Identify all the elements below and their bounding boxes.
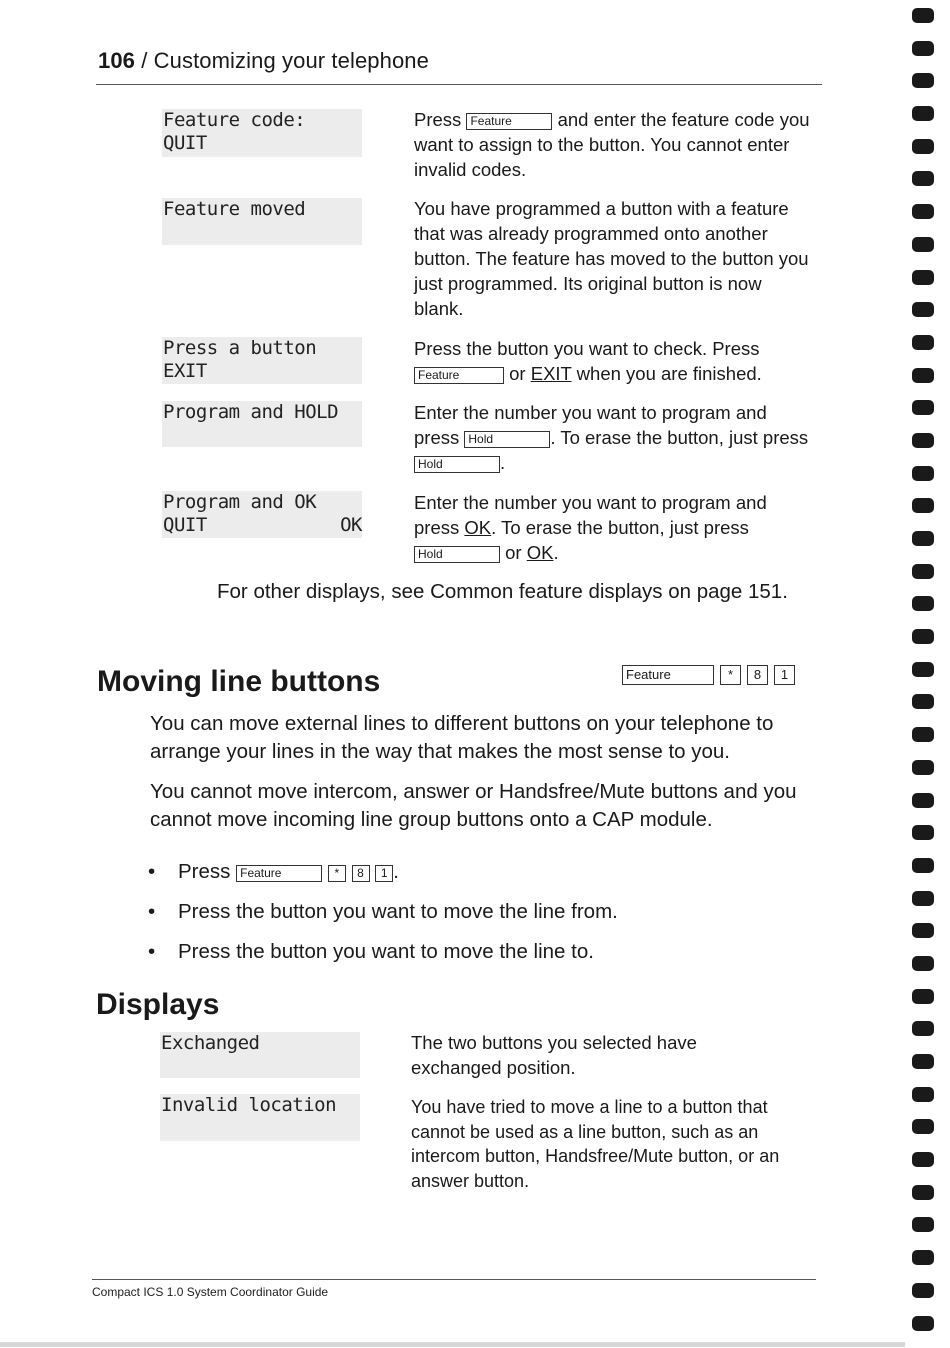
binding-hole [912, 139, 934, 154]
binding-hole [912, 629, 934, 644]
hold-key: Hold [464, 431, 550, 448]
display-invalid-location [160, 1094, 360, 1141]
display-line: Feature moved [163, 198, 306, 220]
feature-code-keys [622, 665, 795, 685]
desc-text: . [500, 452, 506, 473]
hold-key: Hold [414, 546, 500, 563]
feature-key: Feature [236, 865, 322, 882]
footer-rule [92, 1279, 816, 1280]
star-key: * [328, 865, 346, 882]
desc-feature-code [414, 107, 814, 182]
ok-softkey-label: OK [526, 542, 554, 563]
desc-exchanged: The two buttons you selected have exchanged position. [411, 1032, 697, 1078]
step-text: Press the button you want to move the line from. [178, 900, 618, 923]
step-text: . [393, 860, 399, 883]
bullet: • [148, 940, 156, 963]
binding-hole [912, 1185, 934, 1200]
moving-para-2: You cannot move intercom, answer or Handsfree/Mute buttons and you cannot move incoming line group buttons onto a CAP module. [150, 780, 797, 831]
star-key: * [720, 665, 741, 685]
step-list [148, 858, 818, 978]
binding-hole [912, 793, 934, 808]
display-feature-code [162, 109, 362, 157]
section-heading-moving: Moving line buttons [97, 665, 381, 698]
binding-holes [912, 8, 938, 1348]
desc-text: . To erase the button, just press [550, 427, 809, 448]
binding-hole [912, 204, 934, 219]
display-press-a-button [162, 337, 362, 384]
binding-hole [912, 1087, 934, 1102]
binding-hole [912, 73, 934, 88]
header-title: Customizing your telephone [153, 48, 429, 73]
binding-hole [912, 302, 934, 317]
eight-key: 8 [747, 665, 768, 685]
desc-text: Press [414, 109, 462, 130]
binding-hole [912, 498, 934, 513]
binding-hole [912, 989, 934, 1004]
header-separator: / [135, 48, 154, 73]
list-item [148, 898, 818, 938]
binding-hole [912, 400, 934, 415]
step-text: Press [178, 860, 231, 883]
binding-hole [912, 923, 934, 938]
binding-hole [912, 1217, 934, 1232]
binding-hole [912, 727, 934, 742]
binding-hole [912, 596, 934, 611]
binding-hole [912, 694, 934, 709]
desc-text: or [505, 542, 522, 563]
display-right-text: OK [340, 514, 362, 536]
binding-hole [912, 1250, 934, 1265]
desc-program-and-ok [414, 490, 814, 565]
binding-hole [912, 891, 934, 906]
footer-text: Compact ICS 1.0 System Coordinator Guide [92, 1285, 329, 1299]
list-item [148, 858, 818, 898]
scan-edge [0, 1342, 905, 1347]
desc-text: . To erase the button, just press [491, 517, 749, 538]
display-line: QUIT [163, 132, 207, 154]
desc-feature-moved: You have programmed a button with a feature that was already programmed onto another button. The feature has moved to the button you just programmed. Its original button is now blank. [414, 198, 809, 319]
one-key: 1 [774, 665, 795, 685]
desc-text: or [509, 363, 526, 384]
display-program-and-hold [162, 401, 362, 447]
binding-hole [912, 1283, 934, 1298]
desc-text: when you are finished. [576, 363, 762, 384]
binding-hole [912, 531, 934, 546]
binding-hole [912, 1119, 934, 1134]
header-rule [96, 84, 822, 85]
feature-key: Feature [414, 367, 504, 384]
desc-text: Enter the number you want to program and press [414, 492, 767, 538]
desc-text: and enter the feature code you want to assign to the button. You cannot enter invalid codes. [414, 109, 810, 180]
display-line: Invalid location [161, 1094, 337, 1116]
desc-program-and-hold [414, 400, 814, 475]
feature-key: Feature [466, 113, 552, 130]
binding-hole [912, 564, 934, 579]
page-header [98, 48, 429, 74]
desc-press-a-button [414, 336, 814, 386]
binding-hole [912, 466, 934, 481]
binding-hole [912, 8, 934, 23]
eight-key: 8 [352, 865, 370, 882]
display-line: Feature code: [163, 109, 306, 131]
binding-hole [912, 1054, 934, 1069]
step-text: Press the button you want to move the line to. [178, 940, 594, 963]
exit-softkey-label: EXIT [530, 363, 572, 384]
display-line [163, 514, 362, 537]
bullet: • [148, 900, 156, 923]
display-line: Press a button [163, 337, 317, 359]
binding-hole [912, 368, 934, 383]
display-program-and-ok [162, 491, 362, 538]
binding-hole [912, 1152, 934, 1167]
binding-hole [912, 270, 934, 285]
list-item [148, 938, 818, 978]
display-line: Program and OK [163, 491, 317, 513]
moving-para-1: You can move external lines to different buttons on your telephone to arrange your lines in the way that makes the most sense to you. [150, 712, 774, 763]
hold-key: Hold [414, 456, 500, 473]
display-left-text: QUIT [163, 514, 207, 536]
binding-hole [912, 41, 934, 56]
binding-hole [912, 1316, 934, 1331]
feature-key: Feature [622, 665, 714, 685]
binding-hole [912, 106, 934, 121]
binding-hole [912, 237, 934, 252]
desc-text: . [553, 542, 559, 563]
display-exchanged [160, 1032, 360, 1078]
binding-hole [912, 760, 934, 775]
page-number: 106 [98, 48, 136, 73]
display-line: Program and HOLD [163, 401, 339, 423]
desc-invalid-location: You have tried to move a line to a button that cannot be used as a line button, such as an intercom button, Handsfree/Mute button, or an answer button. [411, 1097, 780, 1191]
binding-hole [912, 1021, 934, 1036]
binding-hole [912, 335, 934, 350]
display-line: Exchanged [161, 1032, 260, 1054]
binding-hole [912, 956, 934, 971]
bullet: • [148, 860, 156, 883]
binding-hole [912, 662, 934, 677]
binding-hole [912, 171, 934, 186]
desc-text: Enter the number you want to program and press [414, 402, 767, 448]
binding-hole [912, 858, 934, 873]
section-heading-displays: Displays [96, 988, 220, 1021]
cross-reference-note: For other displays, see Common feature displays on page 151. [217, 580, 788, 603]
binding-hole [912, 825, 934, 840]
binding-hole [912, 433, 934, 448]
display-feature-moved [162, 198, 362, 245]
display-line: EXIT [163, 360, 207, 382]
one-key: 1 [375, 865, 393, 882]
ok-softkey-label: OK [464, 517, 492, 538]
desc-text: Press the button you want to check. Press [414, 338, 760, 359]
